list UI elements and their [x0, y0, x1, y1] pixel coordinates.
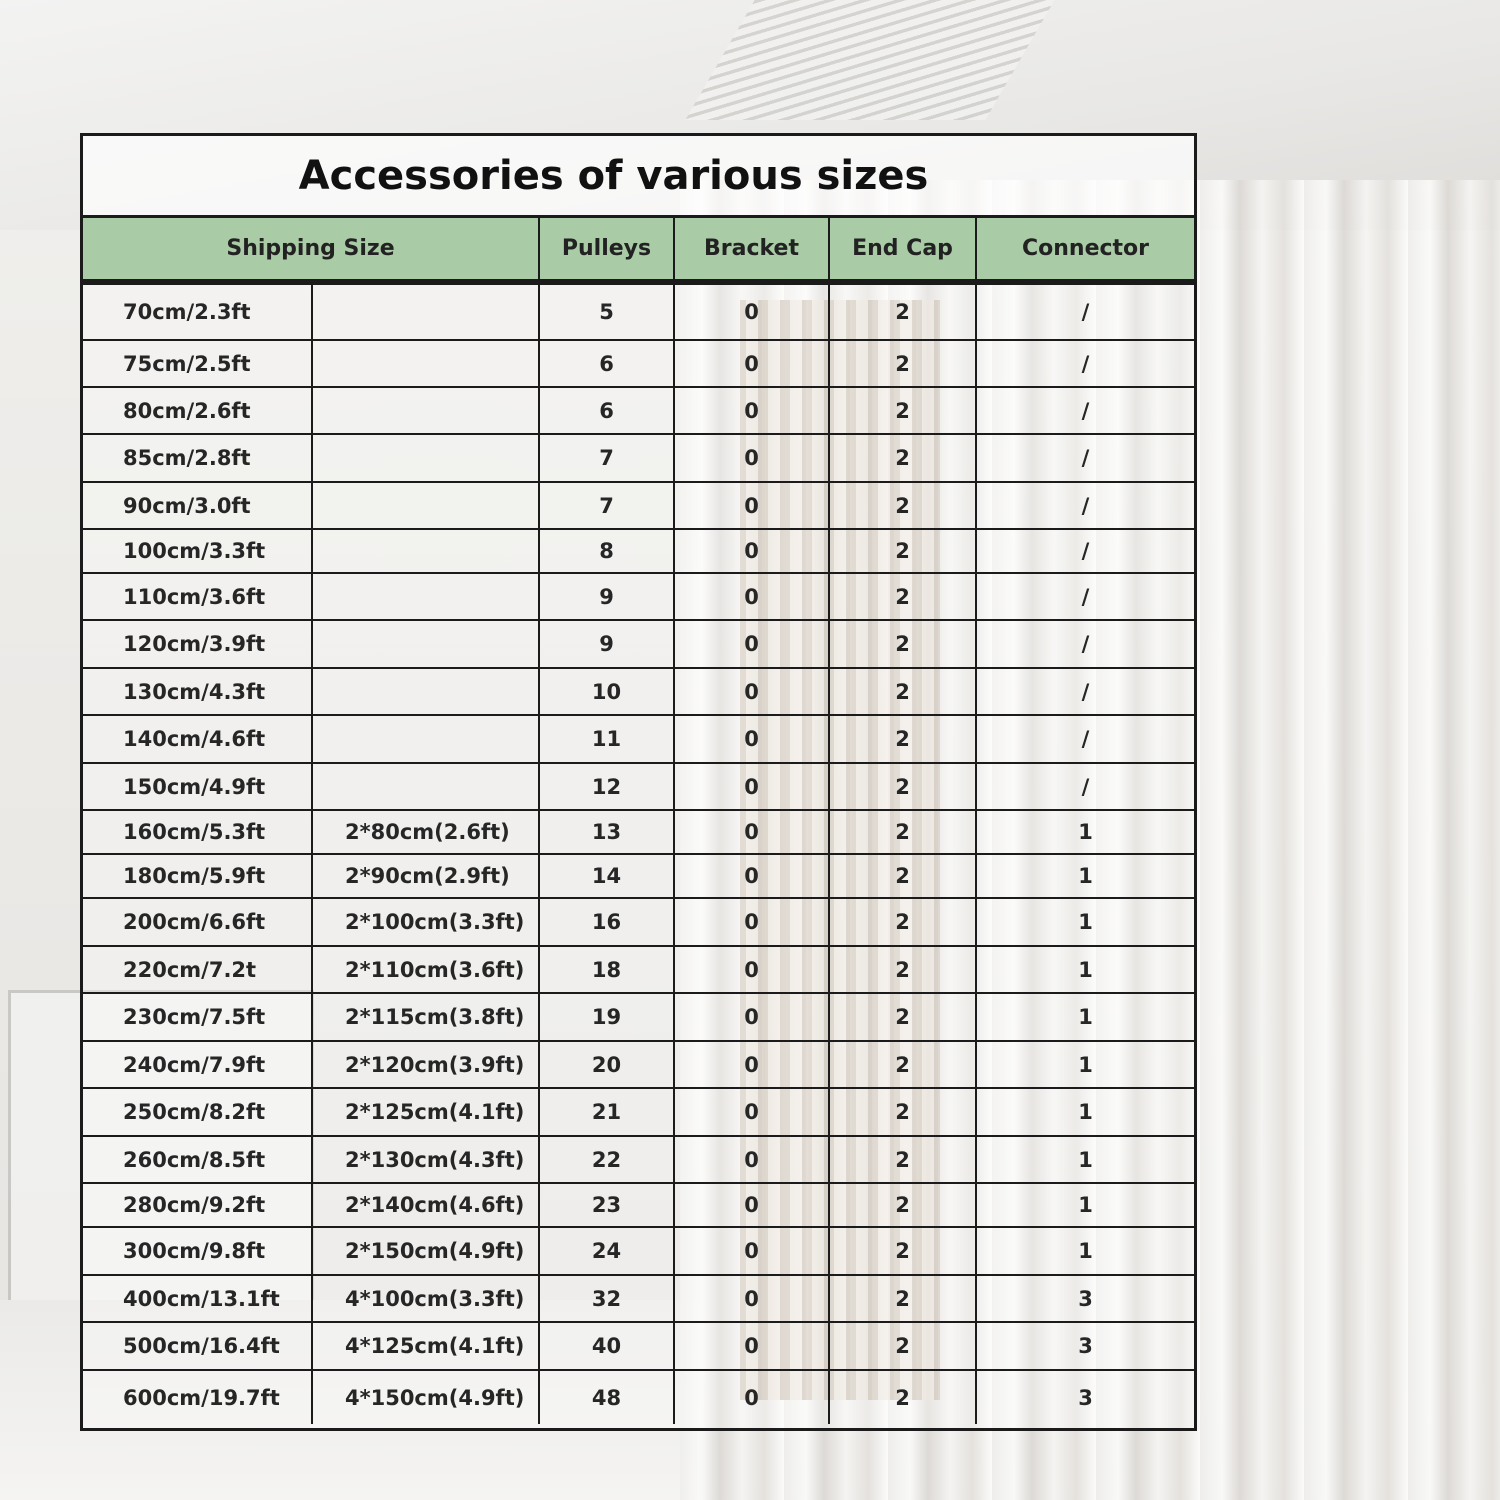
row-size: 110cm/3.6ft: [83, 574, 313, 619]
table-row: [83, 947, 1194, 994]
row-pulleys: 32: [540, 1276, 675, 1321]
row-end-cap: 2: [830, 716, 977, 762]
row-split-size: 4*100cm(3.3ft): [313, 1276, 540, 1321]
row-size: 280cm/9.2ft: [83, 1184, 313, 1226]
row-size: 230cm/7.5ft: [83, 994, 313, 1040]
row-bracket: 0: [675, 388, 830, 433]
row-split-size: [313, 483, 540, 528]
row-bracket: 0: [675, 811, 830, 853]
table-row: [83, 1184, 1194, 1228]
row-bracket: 0: [675, 1042, 830, 1087]
row-bracket: 0: [675, 899, 830, 945]
row-bracket: 0: [675, 1371, 830, 1424]
row-end-cap: 2: [830, 435, 977, 481]
table-header: [83, 218, 1194, 282]
row-end-cap: 2: [830, 1042, 977, 1087]
table-row: [83, 1089, 1194, 1137]
row-bracket: 0: [675, 341, 830, 386]
row-split-size: 2*90cm(2.9ft): [313, 855, 540, 897]
row-connector: 1: [1078, 910, 1093, 934]
table-row: [83, 435, 1194, 483]
row-connector: /: [1081, 584, 1090, 609]
row-pulleys: 24: [540, 1228, 675, 1274]
row-end-cap: 2: [830, 1228, 977, 1274]
table-row: [83, 1276, 1194, 1323]
row-end-cap: 2: [830, 530, 977, 572]
row-size: 180cm/5.9ft: [83, 855, 313, 897]
row-bracket: 0: [675, 483, 830, 528]
row-pulleys: 14: [540, 855, 675, 897]
row-end-cap: 2: [830, 994, 977, 1040]
row-size: 90cm/3.0ft: [83, 483, 313, 528]
row-pulleys: 48: [540, 1371, 675, 1424]
header-end-cap: End Cap: [830, 218, 977, 279]
table-row: [83, 855, 1194, 899]
row-split-size: [313, 530, 540, 572]
row-split-size: 2*130cm(4.3ft): [313, 1137, 540, 1182]
row-end-cap: 2: [830, 621, 977, 667]
row-end-cap: 2: [830, 1323, 977, 1369]
header-pulleys: Pulleys: [540, 218, 675, 279]
row-bracket: 0: [675, 1276, 830, 1321]
table-row: [83, 530, 1194, 574]
row-split-size: [313, 621, 540, 667]
row-connector: /: [1081, 679, 1090, 704]
row-split-size: [313, 341, 540, 386]
row-end-cap: 2: [830, 947, 977, 992]
table-row: [83, 669, 1194, 716]
row-connector: 1: [1078, 1100, 1093, 1124]
row-size: 120cm/3.9ft: [83, 621, 313, 667]
row-end-cap: 2: [830, 899, 977, 945]
table-row: [83, 341, 1194, 388]
row-connector: /: [1081, 446, 1090, 470]
table-row: [83, 1323, 1194, 1371]
row-pulleys: 18: [540, 947, 675, 992]
row-end-cap: 2: [830, 764, 977, 809]
row-size: 85cm/2.8ft: [83, 435, 313, 481]
table-row: [83, 1228, 1194, 1276]
row-size: 250cm/8.2ft: [83, 1089, 313, 1135]
row-end-cap: 2: [830, 1276, 977, 1321]
row-connector: 1: [1078, 1239, 1093, 1263]
row-bracket: 0: [675, 1089, 830, 1135]
row-connector: 1: [1078, 1052, 1093, 1077]
row-size: 240cm/7.9ft: [83, 1042, 313, 1087]
row-connector: /: [1081, 493, 1090, 518]
row-split-size: 2*120cm(3.9ft): [313, 1042, 540, 1087]
table-row: [83, 574, 1194, 621]
row-bracket: 0: [675, 1228, 830, 1274]
row-size: 200cm/6.6ft: [83, 899, 313, 945]
row-size: 70cm/2.3ft: [83, 285, 313, 339]
row-bracket: 0: [675, 947, 830, 992]
row-split-size: 2*110cm(3.6ft): [313, 947, 540, 992]
row-size: 75cm/2.5ft: [83, 341, 313, 386]
row-pulleys: 23: [540, 1184, 675, 1226]
row-end-cap: 2: [830, 285, 977, 339]
row-connector: 1: [1078, 1147, 1093, 1172]
row-end-cap: 2: [830, 1089, 977, 1135]
row-connector: /: [1081, 300, 1090, 324]
row-size: 100cm/3.3ft: [83, 530, 313, 572]
row-size: 300cm/9.8ft: [83, 1228, 313, 1274]
table-row: [83, 811, 1194, 855]
row-size: 400cm/13.1ft: [83, 1276, 313, 1321]
row-split-size: [313, 285, 540, 339]
row-size: 500cm/16.4ft: [83, 1323, 313, 1369]
row-bracket: 0: [675, 435, 830, 481]
row-end-cap: 2: [830, 388, 977, 433]
row-bracket: 0: [675, 621, 830, 667]
row-pulleys: 6: [540, 388, 675, 433]
row-bracket: 0: [675, 1184, 830, 1226]
row-end-cap: 2: [830, 1371, 977, 1424]
table-row: [83, 1137, 1194, 1184]
table-row: [83, 716, 1194, 764]
row-end-cap: 2: [830, 341, 977, 386]
row-split-size: [313, 574, 540, 619]
row-pulleys: 7: [540, 435, 675, 481]
row-bracket: 0: [675, 855, 830, 897]
table-row: [83, 1371, 1194, 1424]
accessories-table: [80, 133, 1197, 1431]
table-row: [83, 388, 1194, 435]
row-size: 220cm/7.2t: [83, 947, 313, 992]
row-connector: 3: [1078, 1286, 1093, 1311]
row-pulleys: 22: [540, 1137, 675, 1182]
row-split-size: 2*140cm(4.6ft): [313, 1184, 540, 1226]
row-split-size: 2*125cm(4.1ft): [313, 1089, 540, 1135]
row-pulleys: 21: [540, 1089, 675, 1135]
row-split-size: 4*150cm(4.9ft): [313, 1371, 540, 1424]
row-pulleys: 7: [540, 483, 675, 528]
row-pulleys: 12: [540, 764, 675, 809]
row-end-cap: 2: [830, 855, 977, 897]
table-row: [83, 1042, 1194, 1089]
row-connector: /: [1081, 398, 1090, 423]
row-size: 140cm/4.6ft: [83, 716, 313, 762]
row-split-size: 2*150cm(4.9ft): [313, 1228, 540, 1274]
row-size: 80cm/2.6ft: [83, 388, 313, 433]
row-split-size: [313, 764, 540, 809]
row-connector: 1: [1078, 957, 1093, 982]
row-split-size: 2*115cm(3.8ft): [313, 994, 540, 1040]
row-split-size: 2*80cm(2.6ft): [313, 811, 540, 853]
row-connector: 1: [1078, 820, 1093, 844]
table-body: [83, 282, 1194, 1424]
table-title: Accessories of various sizes: [83, 136, 1194, 218]
row-pulleys: 10: [540, 669, 675, 714]
row-end-cap: 2: [830, 669, 977, 714]
row-end-cap: 2: [830, 1137, 977, 1182]
row-split-size: [313, 388, 540, 433]
row-size: 150cm/4.9ft: [83, 764, 313, 809]
row-end-cap: 2: [830, 1184, 977, 1226]
row-split-size: [313, 716, 540, 762]
row-split-size: [313, 669, 540, 714]
row-pulleys: 9: [540, 621, 675, 667]
row-pulleys: 20: [540, 1042, 675, 1087]
row-connector: 1: [1078, 1193, 1093, 1217]
row-connector: 1: [1078, 1005, 1093, 1029]
row-pulleys: 9: [540, 574, 675, 619]
row-bracket: 0: [675, 1323, 830, 1369]
row-bracket: 0: [675, 1137, 830, 1182]
row-split-size: 4*125cm(4.1ft): [313, 1323, 540, 1369]
header-bracket: Bracket: [675, 218, 830, 279]
header-shipping-size: Shipping Size: [83, 218, 540, 279]
row-end-cap: 2: [830, 574, 977, 619]
row-pulleys: 40: [540, 1323, 675, 1369]
row-size: 600cm/19.7ft: [83, 1371, 313, 1424]
row-connector: 3: [1078, 1334, 1093, 1358]
row-split-size: [313, 435, 540, 481]
row-size: 130cm/4.3ft: [83, 669, 313, 714]
table-row: [83, 899, 1194, 947]
row-pulleys: 11: [540, 716, 675, 762]
table-row: [83, 483, 1194, 530]
row-bracket: 0: [675, 574, 830, 619]
row-connector: /: [1081, 351, 1090, 376]
row-pulleys: 16: [540, 899, 675, 945]
row-connector: /: [1081, 727, 1090, 751]
row-connector: /: [1081, 774, 1090, 799]
row-pulleys: 13: [540, 811, 675, 853]
row-pulleys: 5: [540, 285, 675, 339]
row-bracket: 0: [675, 994, 830, 1040]
row-connector: 3: [1078, 1385, 1093, 1410]
row-connector: 1: [1078, 864, 1093, 888]
row-connector: /: [1081, 632, 1090, 656]
row-connector: /: [1081, 539, 1090, 563]
row-size: 160cm/5.3ft: [83, 811, 313, 853]
row-end-cap: 2: [830, 483, 977, 528]
table-row: [83, 994, 1194, 1042]
row-bracket: 0: [675, 669, 830, 714]
table-row: [83, 764, 1194, 811]
table-row: [83, 285, 1194, 341]
row-end-cap: 2: [830, 811, 977, 853]
row-size: 260cm/8.5ft: [83, 1137, 313, 1182]
row-bracket: 0: [675, 530, 830, 572]
header-connector: Connector: [1021, 236, 1150, 261]
row-pulleys: 6: [540, 341, 675, 386]
row-pulleys: 19: [540, 994, 675, 1040]
row-pulleys: 8: [540, 530, 675, 572]
row-bracket: 0: [675, 764, 830, 809]
row-bracket: 0: [675, 285, 830, 339]
row-bracket: 0: [675, 716, 830, 762]
table-row: [83, 621, 1194, 669]
row-split-size: 2*100cm(3.3ft): [313, 899, 540, 945]
